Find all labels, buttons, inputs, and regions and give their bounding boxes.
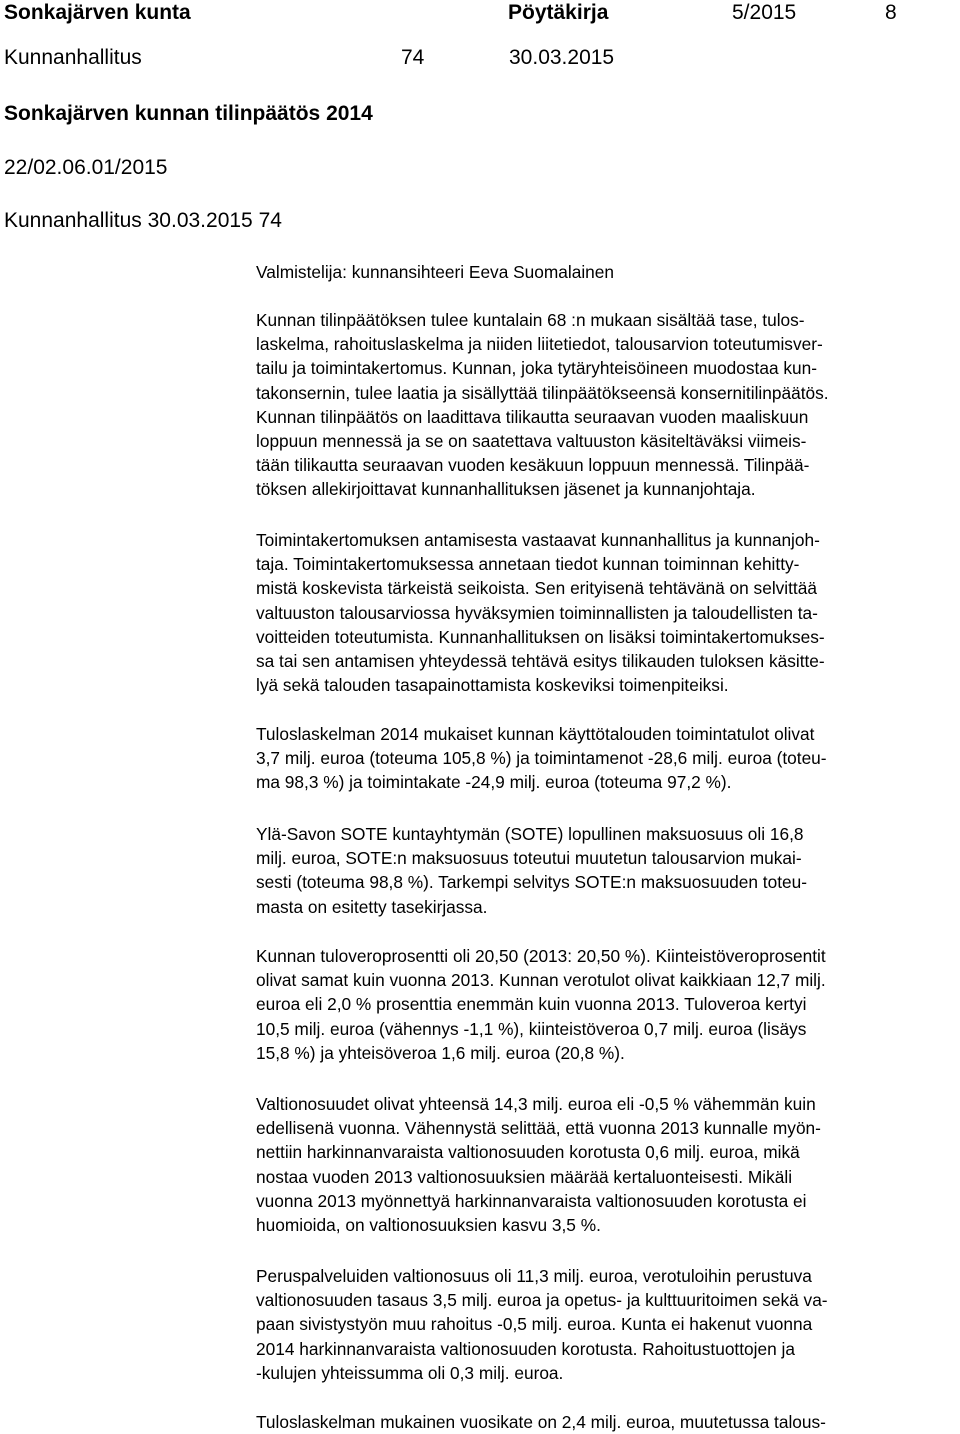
text-line: loppuun mennessä ja se on saatettava valtuuston käsiteltäväksi viimeis- <box>256 430 807 451</box>
meeting-section: 74 <box>258 209 282 232</box>
text-line: 2014 harkinnanvaraista valtionosuuden korotusta. Rahoitustuottojen ja <box>256 1338 795 1359</box>
text-line: sa tai sen antamisen yhteydessä tehtävä esitys tilikauden tuloksen käsitte- <box>256 650 825 671</box>
text-line: masta on esitetty tasekirjassa. <box>256 896 488 917</box>
text-line: -kulujen yhteissumma oli 0,3 milj. euroa. <box>256 1362 564 1383</box>
text-line: Toimintakertomuksen antamisesta vastaavat kunnanhallitus ja kunnanjoh- <box>256 530 820 550</box>
meeting-body: Kunnanhallitus <box>4 209 142 232</box>
text-line: takonsernin, tulee laatia ja sisällyttää tilinpäätökseensä konsernitilinpäätös. <box>256 382 829 403</box>
text-line: paan sivistystyön muu rahoitus -0,5 milj. euroa. Kunta ei hakenut vuonna <box>256 1314 813 1335</box>
text-line: euroa eli 2,0 % prosenttia enemmän kuin vuonna 2013. Tuloveroa kertyi <box>256 994 807 1015</box>
text-line: Ylä-Savon SOTE kuntayhtymän (SOTE) lopullinen maksuosuus oli 16,8 <box>256 824 804 844</box>
document-number: 5/2015 <box>732 1 797 24</box>
text-line: valtuuston talousarviossa hyväksymien toiminnallisten ja taloudellisten ta- <box>256 602 818 623</box>
preparer: Valmistelija: kunnansihteeri Eeva Suomalainen <box>256 262 614 282</box>
text-line: 15,8 %) ja yhteisöveroa 1,6 milj. euroa (20,8 %). <box>256 1042 625 1063</box>
paragraph-4 <box>256 822 956 919</box>
text-line: lyä sekä talouden tasapainottamista koskeviksi toimenpiteiksi. <box>256 675 729 696</box>
paragraph-6 <box>256 1092 956 1237</box>
page-title: Sonkajärven kunnan tilinpäätös 2014 <box>4 102 373 125</box>
reference-number: 22/02.06.01/2015 <box>4 156 168 179</box>
paragraph-3 <box>256 722 956 795</box>
text-line: Peruspalveluiden valtionosuus oli 11,3 milj. euroa, verotuloihin perustuva <box>256 1266 812 1286</box>
text-line: olivat samat kuin vuonna 2013. Kunnan verotulot olivat kaikkiaan 12,7 milj. <box>256 970 826 991</box>
text-line: vuonna 2013 myönnettyä harkinnanvaraista valtionosuuden korotusta ei <box>256 1190 807 1211</box>
text-line: mistä koskevista tärkeistä seikoista. Sen erityisenä tehtävänä on selvittää <box>256 578 817 599</box>
paragraph-8 <box>256 1410 956 1434</box>
text-line: tailu ja toimintakertomus. Kunnan, joka tytäryhteisöineen muodostaa kun- <box>256 358 817 379</box>
text-line: 10,5 milj. euroa (vähennys -1,1 %), kiinteistöveroa 0,7 milj. euroa (lisäys <box>256 1018 807 1039</box>
text-line: nettiin harkinnanvaraista valtionosuuden korotusta 0,6 milj. euroa, mikä <box>256 1142 800 1163</box>
page-number: 8 <box>885 1 897 24</box>
text-line: Valtionosuudet olivat yhteensä 14,3 milj. euroa eli -0,5 % vähemmän kuin <box>256 1094 816 1114</box>
text-line: Kunnan tuloveroprosentti oli 20,50 (2013: 20,50 %). Kiinteistöveroprosentit <box>256 946 826 966</box>
document-type: Pöytäkirja <box>508 1 609 24</box>
municipality-name: Sonkajärven kunta <box>4 1 191 24</box>
text-line: Kunnan tilinpäätös on laadittava tilikautta seuraavan vuoden maaliskuun <box>256 406 809 427</box>
text-line: Tuloslaskelman mukainen vuosikate on 2,4 milj. euroa, muutetussa talous- <box>256 1412 826 1432</box>
text-line: valtionosuuden tasaus 3,5 milj. euroa ja opetus- ja kulttuuritoimen sekä va- <box>256 1290 828 1311</box>
paragraph-2 <box>256 528 956 697</box>
text-line: töksen allekirjoittavat kunnanhallituksen jäsenet ja kunnanjohtaja. <box>256 479 756 500</box>
paragraph-1 <box>256 308 956 502</box>
text-line: tään tilikautta seuraavan vuoden kesäkuun loppuun mennessä. Tilinpää- <box>256 455 810 476</box>
paragraph-5 <box>256 944 956 1065</box>
text-line: taja. Toimintakertomuksessa annetaan tiedot kunnan toiminnan kehitty- <box>256 554 800 575</box>
text-line: huomioida, on valtionosuuksien kasvu 3,5 %. <box>256 1214 601 1235</box>
header-section: 74 <box>401 46 425 69</box>
header-body: Kunnanhallitus <box>4 46 142 69</box>
text-line: 3,7 milj. euroa (toteuma 105,8 %) ja toimintamenot -28,6 milj. euroa (toteu- <box>256 748 827 769</box>
header-date: 30.03.2015 <box>509 46 615 69</box>
text-line: Kunnan tilinpäätöksen tulee kuntalain 68 :n mukaan sisältää tase, tulos- <box>256 310 805 330</box>
text-line: Tuloslaskelman 2014 mukaiset kunnan käyttötalouden toimintatulot olivat <box>256 724 815 744</box>
text-line: nostaa vuoden 2013 valtionosuuksien määrää kertaluonteisesti. Mikäli <box>256 1166 793 1187</box>
text-line: ma 98,3 %) ja toimintakate -24,9 milj. euroa (toteuma 97,2 %). <box>256 772 732 793</box>
text-line: sesti (toteuma 98,8 %). Tarkempi selvitys SOTE:n maksuosuuden toteu- <box>256 872 807 893</box>
text-line: laskelma, rahoituslaskelma ja niiden liitetiedot, talousarvion toteutumisver- <box>256 334 823 355</box>
meeting-line <box>4 209 282 233</box>
text-line: milj. euroa, SOTE:n maksuosuus toteutui muutetun talousarvion mukai- <box>256 848 802 869</box>
text-line: edellisenä vuonna. Vähennystä selittää, että vuonna 2013 kunnalle myön- <box>256 1118 821 1139</box>
paragraph-7 <box>256 1264 956 1385</box>
text-line: voitteiden toteutumista. Kunnanhallituksen on lisäksi toimintakertomukses- <box>256 626 825 647</box>
meeting-date: 30.03.2015 <box>147 209 253 232</box>
